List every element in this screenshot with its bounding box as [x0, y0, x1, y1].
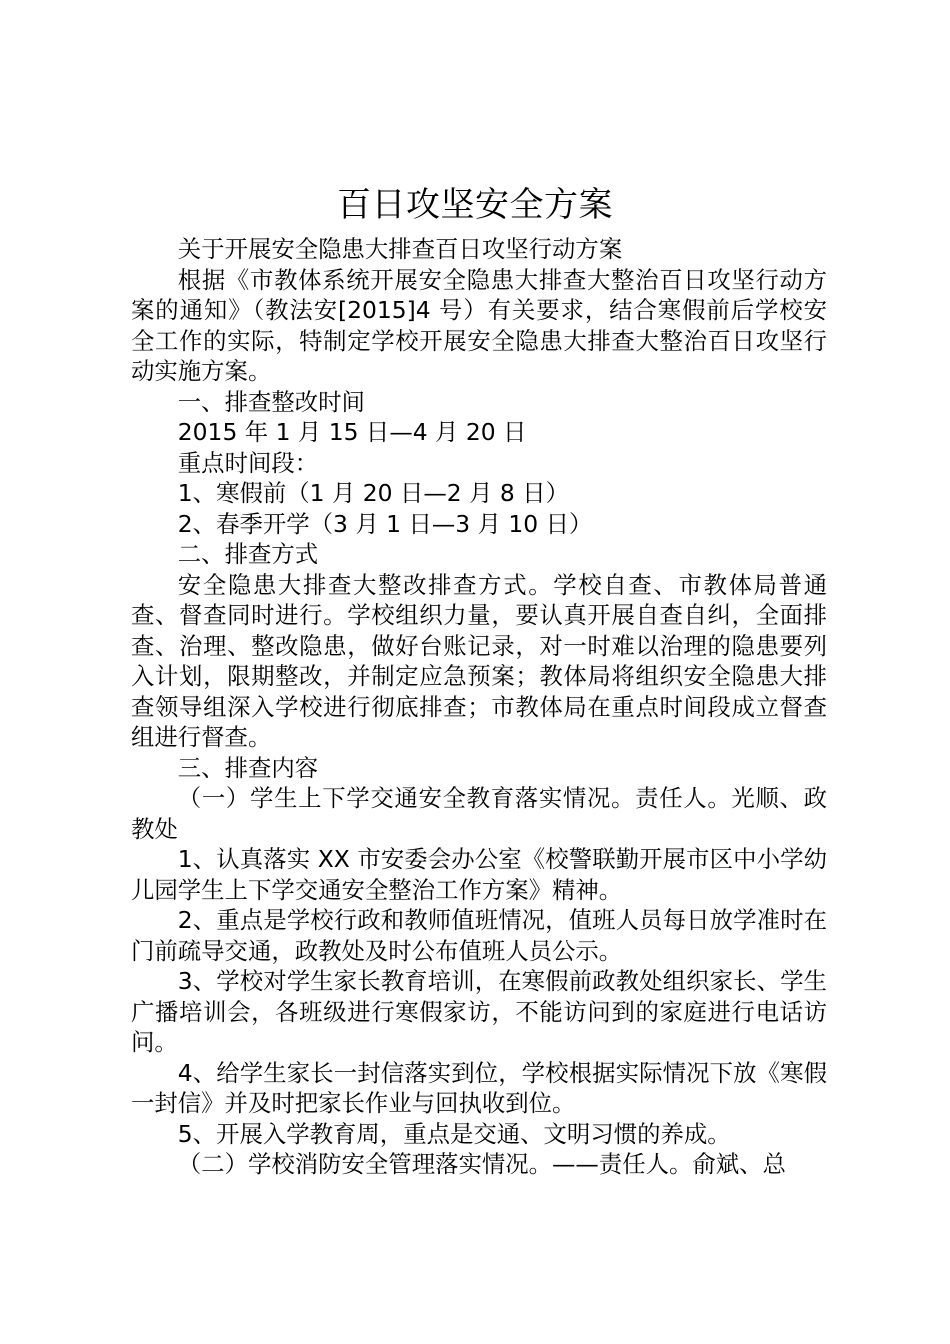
- heading-section-2: 二、排查方式: [177, 540, 319, 568]
- heading-section-1: 一、排查整改时间: [177, 387, 365, 416]
- list-item: 2、春季开学（3 月 1 日—3 月 10 日）: [177, 509, 593, 538]
- list-item: 2、重点是学校行政和教师值班情况，值班人员每日放学准时在门前疏导交通，政教处及时公布值班人员公示。: [131, 906, 827, 965]
- paragraph-subtitle: 关于开展安全隐患大排查百日攻坚行动方案: [177, 235, 623, 263]
- document-title: 百日攻坚安全方案: [337, 185, 613, 225]
- paragraph-basis: 根据《市教体系统开展安全隐患大排查大整治百日攻坚行动方案的通知》（教法安[2015]4 号）有关要求，结合寒假前后学校安全工作的实际，特制定学校开展安全隐患大排查大整治百日攻坚行动实施方案。: [131, 265, 827, 385]
- document-body: [131, 234, 827, 1180]
- paragraph-key-periods: 重点时间段：: [177, 448, 319, 477]
- subheading-fire-safety: （二）学校消防安全管理落实情况。——责任人。俞斌、总: [177, 1150, 786, 1178]
- list-item: 5、开展入学教育周，重点是交通、文明习惯的养成。: [177, 1119, 731, 1148]
- paragraph-date-range: 2015 年 1 月 15 日—4 月 20 日: [177, 418, 527, 446]
- list-item: 1、认真落实 XX 市安委会办公室《校警联勤开展市区中小学幼儿园学生上下学交通安全整治工作方案》精神。: [131, 845, 827, 904]
- list-item: 1、寒假前（1 月 20 日—2 月 8 日）: [177, 479, 569, 507]
- heading-section-3: 三、排查内容: [177, 753, 319, 782]
- paragraph-method: 安全隐患大排查大整改排查方式。学校自查、市教体局普通查、督查同时进行。学校组织力量，要认真开展自查自纠，全面排查、治理、整改隐患，做好台账记录，对一时难以治理的隐患要列入计划，限期整改，并制定应急预案；教体局将组织安全隐患大排查领导组深入学校进行彻底排查；市教体局在重点时间段成立督查组进行督查。: [131, 570, 827, 751]
- list-item: 4、给学生家长一封信落实到位，学校根据实际情况下放《寒假一封信》并及时把家长作业与回执收到位。: [131, 1058, 827, 1117]
- list-item: 3、学校对学生家长教育培训，在寒假前政教处组织家长、学生广播培训会，各班级进行寒假家访，不能访问到的家庭进行电话访问。: [131, 967, 827, 1056]
- subheading-traffic: （一）学生上下学交通安全教育落实情况。责任人。光顺、政教处: [131, 784, 827, 843]
